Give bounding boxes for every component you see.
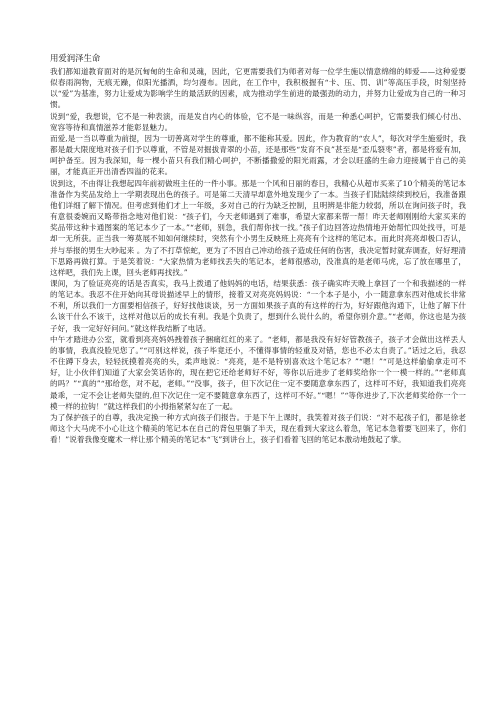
paragraph-7: 为了保护孩子的自尊，我决定换一种方式向孩子们报告。于是下午上课时，我笑着对孩子们说：“对不起孩子们，都是徐老师这个大马虎不小心让这个精美的笔记本在自己的背包里躺了半天，现在看到大家这么着急，笔记本急着要飞回来了，你们看！”说着我像变魔术一样让那个精美的笔记本“飞”到讲台上，孩子们看着飞回的笔记本激动地鼓起了掌。 <box>50 412 466 445</box>
paragraph-4: 说到这，不由得让我想起四年前初做班主任的一件小事。那是一个风和日丽的春日，我精心从超市买来了10个精美的笔记本准备作为奖品发给上一学期表现出色的孩子。可是第二天清早却意外地发现少了一本。当孩子们陆陆续续到校后，我准备跟他们详细了解下情况。但考虑到他们才上一年级，多对自己的行为缺乏控制，且明辨是非能力较弱，所以在询问孩子时，我有意很委婉而又略带指念地对他们说：“孩子们，今天老师遇到了难事，希望大家都来帮一帮！昨天老师刚刚给大家买来的奖品带这种卡通图案的笔记本少了一本。”“老师，别急，我们帮你找一找。”孩子们边回答边热情地开始帮忙四处找寻，可是却一无所获。正当我一筹莫展不知如何继续时，突然有个小男生反映班上亮亮有个这样的笔记本。而此时亮亮却极口否认，并与举报的男生大吵起来 。为了不打草惊蛇，更为了不因自己冲动给孩子造成任何的伤害，我决定暂时就弃调查，好好理清下思路再做打算。于是笑着说：“大家热情为老师找丢失的笔记本，老师很感动，没准真的是老师马虎，忘了放在哪里了，这样吧，我们先上课，回头老师再找找。” <box>50 178 466 277</box>
paragraph-5: 课间，为了验证亮亮的话是否真实，我马上拨通了他妈妈的电话，结果获悉：孩子确实昨天晚上拿回了一个和我描述的一样的笔记本。我忍不住开始向其母说描述早上的情形，接着又对亮亮妈妈说：“一个本子是小，小一随意拿东西对他成长非常不利，所以我们一方面要相信孩子，好好找他谈谈，另一方面如果孩子真的有这样的行为，好好跟他沟通下，让他了解下什么该干什么不该干，这样对他以后的成长有利。我是个负责了，想到什么说什么的，希望你别介意。”“老师，你这也是为孩子好，我一定好好问问。”就这样我结断了电话。 <box>50 278 466 333</box>
paragraph-1: 我们都知道教育面对的是沉甸甸的生命和灵魂，因此，它更需要我们为师者对每一位学生施以情意绵绵的师爱——这种爱要似春雨润物，无痕无躁，似阳光播洒，均匀漫布。因此，在工作中，我积极握有“卡、压、罚、训”等高压手段，时刻坚持以“爱”为基准，努力让爱成为影响学生的最活跃的因素，成为推动学生前进的最强劲的动力，并努力让爱成为自己的一种习惯。 <box>50 67 466 110</box>
paragraph-2: 说到“爱，我想说，它不是一种表演，而是发自内心的体验，它不是一味纵容，而是一种悉心呵护，它需要我们倾心付出、宽容等待和真情滋养才能彰显魅力。 <box>50 111 466 132</box>
paragraph-6: 中午才踏进办公室，就看到亮亮妈妈拽着孩子捆痛红红的来了。“老师，都是我没有好好管教孩子，孩子才会做出这样丢人的事情，我真没脸见您了。”“可别这样说，孩子毕竟还小，不懂得事情的轻重及对错，您也不必太自责了。”话过之后，我忍不住蹲下身去，轻轻抚摸着亮亮的头，柔声地说：“亮亮，是不是特别喜欢这个笔记本？”“嗯！”“可是这样偷偷拿走可不好，让小伙伴们知道了大家会笑话你的，现在把它还给老师好不好，等你以后进步了老师奖给你一个一模一样的。”“老师真的吗？”“真的”“那给您，对不起，老师。”“没事，孩子，但下次记住一定不要随意拿东西了，这样可不好，我知道我们亮亮最乖，一定不会让老师失望的,但下次记住一定不要随意拿东西了，这样可不好。”“嗯！”“等你进步了,下次老师奖给你一个一模一样的拉钩！”就这样我们的小拇指紧紧勾在了一起。 <box>50 334 466 411</box>
paragraph-3: 而爱,是一当以尊重为前提，因为一切善离对学生的尊重，都不能称其爱。因此，作为教育的“农人”，每次对学生施爱时，我都是最大限度地对孩子们予以尊重，不管是对掘拔青翠的小苗，还是那些“发育不良”甚至是“歪瓜裂枣”者，都是将爱有加，呵护备至。因为我深知，每一棵小苗只有我们精心呵护，不断播撒爱的阳光雨露，才会以旺盛的生命力迎接属于自己的美丽，才能真正开出清香四溢的花来。 <box>50 133 466 177</box>
document-title: 用爱润泽生命 <box>50 53 101 63</box>
